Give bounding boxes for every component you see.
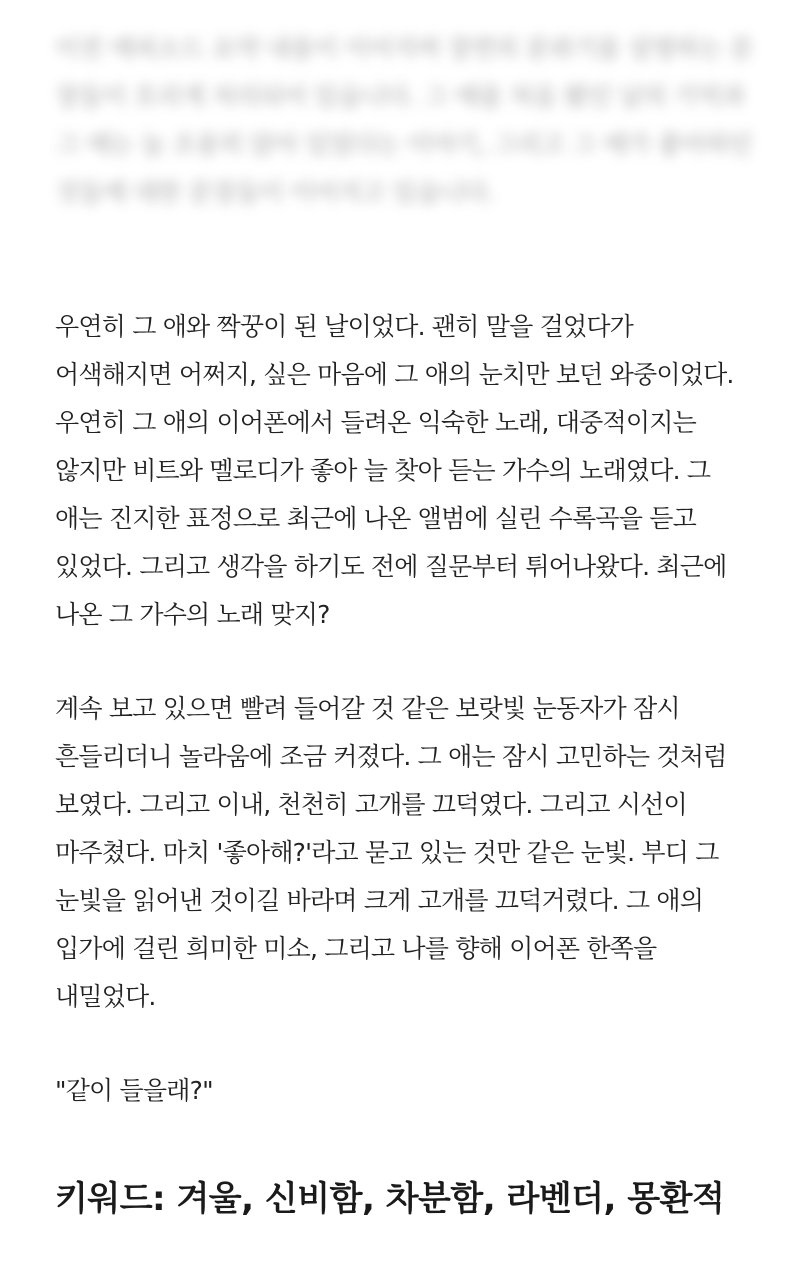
keywords-heading: 키워드: 겨울, 신비함, 차분함, 라벤더, 몽환적 <box>55 1179 725 1219</box>
story-article <box>55 25 755 1220</box>
story-paragraph-1: 우연히 그 애와 짝꿍이 된 날이었다. 괜히 말을 걸었다가 어색해지면 어쩌지, 싶은 마음에 그 애의 눈치만 보던 와중이었다. 우연히 그 애의 이어폰에서 들려온 익숙한 노래, 대중적이지는 않지만 비트와 멜로디가 좋아 늘 찾아 듣는 가수의 노래였다. 그 애는 진지한 표정으로 최근에 나온 앨범에 실린 수록곡을 듣고 있었다. 그리고 생각을 하기도 전에 질문부터 튀어나왔다. 최근에 나온 그 가수의 노래 맞지? <box>55 312 734 629</box>
story-paragraph-2: 계속 보고 있으면 빨려 들어갈 것 같은 보랏빛 눈동자가 잠시 흔들리더니 놀라움에 조금 커졌다. 그 애는 잠시 고민하는 것처럼 보였다. 그리고 이내, 천천히 고개를 끄덕였다. 그리고 시선이 마주쳤다. 마치 '좋아해?'라고 묻고 있는 것만 같은 눈빛. 부디 그 눈빛을 읽어낸 것이길 바라며 크게 고개를 끄덕거렸다. 그 애의 입가에 걸린 희미한 미소, 그리고 나를 향해 이어폰 한쪽을 내밀었다. <box>55 694 727 1011</box>
dialogue-quote: "같이 들을래?" <box>55 1076 213 1105</box>
blurred-paragraph: 이전 에피소드 요약 내용이 이어지며 장면의 분위기를 설명하는 문장들이 흐리게 처리되어 있습니다. 그 애를 처음 봤던 날의 기억과 그 애는 늘 조용히 앉아 있었다는 이야기, 그리고 그 애가 좋아하던 것들에 대한 문장들이 이어지고 있습니다. <box>55 34 754 207</box>
